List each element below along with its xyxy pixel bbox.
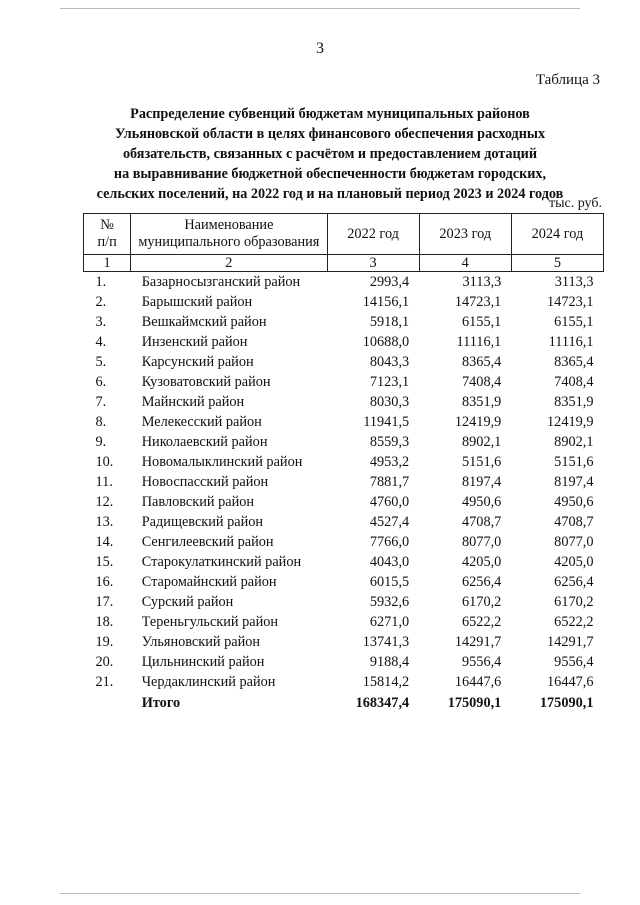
value-2022: 7123,1 (369, 374, 410, 390)
value-2023: 8077,0 (462, 534, 502, 550)
value-2023: 16447,6 (454, 674, 502, 690)
header-name-line2: муниципального образования (138, 234, 320, 250)
value-2023: 9556,4 (462, 654, 502, 670)
district-name: Инзенский район (141, 334, 248, 350)
district-name: Сурский район (141, 594, 234, 610)
units-label: тыс. руб. (549, 196, 602, 211)
value-2023: 8365,4 (462, 354, 502, 370)
value-2024: 8077,0 (554, 534, 594, 550)
table-row (84, 312, 604, 332)
table-row (84, 372, 604, 392)
value-2022: 10688,0 (362, 334, 410, 350)
table-row (84, 472, 604, 492)
row-number: 16. (95, 574, 114, 590)
column-number: 5 (511, 255, 603, 272)
value-2022: 5918,1 (369, 314, 410, 330)
row-number: 19. (95, 634, 114, 650)
title-line: сельских поселений, на 2022 год и на плановый период 2023 и 2024 годов (96, 186, 564, 202)
district-name: Кузоватовский район (141, 374, 271, 390)
header-year-2024: 2024 год (511, 214, 603, 255)
value-2024: 4205,0 (554, 554, 594, 570)
district-name: Тереньгульский район (141, 614, 279, 630)
value-2022: 5932,6 (369, 594, 410, 610)
value-2022: 7881,7 (369, 474, 410, 490)
row-number: 3. (95, 314, 107, 330)
total-2022: 168347,4 (355, 695, 410, 711)
value-2022: 9188,4 (369, 654, 410, 670)
total-row (84, 692, 604, 714)
value-2022: 8043,3 (369, 354, 410, 370)
value-2024: 8351,9 (554, 394, 594, 410)
value-2024: 7408,4 (554, 374, 594, 390)
row-number: 18. (95, 614, 114, 630)
row-number: 1. (95, 274, 107, 290)
row-number: 4. (95, 334, 107, 350)
page-number: 3 (316, 40, 324, 57)
value-2022: 14156,1 (362, 294, 410, 310)
row-number: 2. (95, 294, 107, 310)
title-line: Распределение субвенций бюджетам муниципальных районов (130, 106, 530, 122)
table-row (84, 392, 604, 412)
value-2023: 11116,1 (456, 334, 502, 350)
header-year-2023: 2023 год (419, 214, 511, 255)
district-name: Майнский район (141, 394, 245, 410)
total-2023: 175090,1 (447, 695, 502, 711)
district-name: Вешкаймский район (141, 314, 267, 330)
column-number: 1 (84, 255, 131, 272)
value-2022: 4043,0 (369, 554, 410, 570)
value-2024: 8197,4 (554, 474, 594, 490)
row-number: 12. (95, 494, 114, 510)
value-2023: 5151,6 (462, 454, 502, 470)
value-2023: 7408,4 (462, 374, 502, 390)
district-name: Старомайнский район (141, 574, 277, 590)
value-2024: 14291,7 (547, 634, 594, 650)
district-name: Павловский район (141, 494, 255, 510)
value-2024: 16447,6 (547, 674, 594, 690)
table-row (84, 552, 604, 572)
value-2023: 4708,7 (462, 514, 502, 530)
row-number: 9. (95, 434, 107, 450)
value-2023: 6256,4 (462, 574, 502, 590)
row-number: 11. (95, 474, 113, 490)
total-label: Итого (141, 695, 181, 711)
column-number-row (84, 255, 604, 272)
table-row (84, 272, 604, 293)
value-2022: 11941,5 (363, 414, 410, 430)
value-2022: 6271,0 (369, 614, 410, 630)
table-row (84, 412, 604, 432)
district-name: Мелекесский район (141, 414, 262, 430)
table-row (84, 652, 604, 672)
table-row (84, 592, 604, 612)
header-name (131, 214, 327, 255)
district-name: Цильнинский район (141, 654, 265, 670)
value-2024: 6170,2 (554, 594, 594, 610)
district-name: Старокулаткинский район (141, 554, 302, 570)
title-line: на выравнивание бюджетной обеспеченности бюджетам городских, (113, 166, 547, 182)
header-number (84, 214, 131, 255)
district-name: Новоспасский район (141, 474, 269, 490)
row-number: 14. (95, 534, 114, 550)
value-2022: 4760,0 (369, 494, 410, 510)
row-number: 17. (95, 594, 114, 610)
value-2024: 4950,6 (554, 494, 594, 510)
value-2022: 4953,2 (369, 454, 410, 470)
value-2022: 6015,5 (369, 574, 410, 590)
value-2023: 8351,9 (462, 394, 502, 410)
row-number: 15. (95, 554, 114, 570)
table-header-row (84, 214, 604, 255)
value-2024: 6522,2 (554, 614, 594, 630)
scan-edge-top (60, 8, 580, 9)
value-2023: 6155,1 (462, 314, 502, 330)
value-2022: 8559,3 (369, 434, 410, 450)
row-number: 7. (95, 394, 107, 410)
value-2023: 4950,6 (462, 494, 502, 510)
value-2022: 15814,2 (362, 674, 410, 690)
document-title (70, 104, 590, 204)
value-2023: 8902,1 (462, 434, 502, 450)
district-name: Ульяновский район (141, 634, 261, 650)
row-number: 20. (95, 654, 114, 670)
table-row (84, 492, 604, 512)
value-2022: 2993,4 (369, 274, 410, 290)
table-row (84, 572, 604, 592)
table-label: Таблица 3 (535, 72, 600, 88)
value-2023: 14723,1 (454, 294, 502, 310)
table-row (84, 432, 604, 452)
title-line: обязательств, связанных с расчётом и предоставлением дотаций (122, 146, 538, 162)
row-number: 13. (95, 514, 114, 530)
column-number: 3 (327, 255, 419, 272)
row-number: 6. (95, 374, 107, 390)
value-2023: 4205,0 (462, 554, 502, 570)
table-row (84, 632, 604, 652)
district-name: Новомалыклинский район (141, 454, 303, 470)
row-number: 21. (95, 674, 114, 690)
value-2023: 12419,9 (454, 414, 502, 430)
header-year-2022: 2022 год (327, 214, 419, 255)
header-number-symbol: № (100, 217, 114, 233)
row-number: 5. (95, 354, 107, 370)
value-2023: 14291,7 (454, 634, 502, 650)
budget-table (83, 213, 604, 714)
total-2024: 175090,1 (539, 695, 594, 711)
table-row (84, 452, 604, 472)
value-2024: 8365,4 (554, 354, 594, 370)
value-2022: 8030,3 (369, 394, 410, 410)
value-2024: 8902,1 (554, 434, 594, 450)
value-2022: 4527,4 (369, 514, 410, 530)
district-name: Барышский район (141, 294, 253, 310)
value-2023: 8197,4 (462, 474, 502, 490)
table-body (84, 272, 604, 693)
title-line: Ульяновской области в целях финансового обеспечения расходных (114, 126, 546, 142)
value-2024: 9556,4 (554, 654, 594, 670)
value-2024: 14723,1 (547, 294, 594, 310)
table-row (84, 532, 604, 552)
district-name: Радищевский район (141, 514, 264, 530)
table-row (84, 672, 604, 692)
table-row (84, 612, 604, 632)
total-number-cell (84, 692, 131, 714)
value-2022: 13741,3 (362, 634, 410, 650)
table-row (84, 512, 604, 532)
value-2024: 6155,1 (554, 314, 594, 330)
value-2023: 6170,2 (462, 594, 502, 610)
column-number: 4 (419, 255, 511, 272)
value-2024: 6256,4 (554, 574, 594, 590)
value-2024: 11116,1 (548, 334, 594, 350)
district-name: Базарносызганский район (141, 274, 301, 290)
value-2024: 5151,6 (554, 454, 594, 470)
table-row (84, 332, 604, 352)
district-name: Карсунский район (141, 354, 254, 370)
value-2022: 7766,0 (369, 534, 410, 550)
row-number: 10. (95, 454, 114, 470)
value-2023: 3113,3 (462, 274, 502, 290)
district-name: Николаевский район (141, 434, 268, 450)
column-number: 2 (131, 255, 327, 272)
row-number: 8. (95, 414, 107, 430)
table-row (84, 292, 604, 312)
header-number-abbr: п/п (97, 234, 117, 250)
table-row (84, 352, 604, 372)
header-name-line1: Наименование (184, 217, 274, 233)
value-2024: 12419,9 (547, 414, 594, 430)
value-2023: 6522,2 (462, 614, 502, 630)
value-2024: 4708,7 (554, 514, 594, 530)
district-name: Сенгилеевский район (141, 534, 274, 550)
scan-edge-bottom (60, 893, 580, 894)
district-name: Чердаклинский район (141, 674, 276, 690)
value-2024: 3113,3 (554, 274, 594, 290)
